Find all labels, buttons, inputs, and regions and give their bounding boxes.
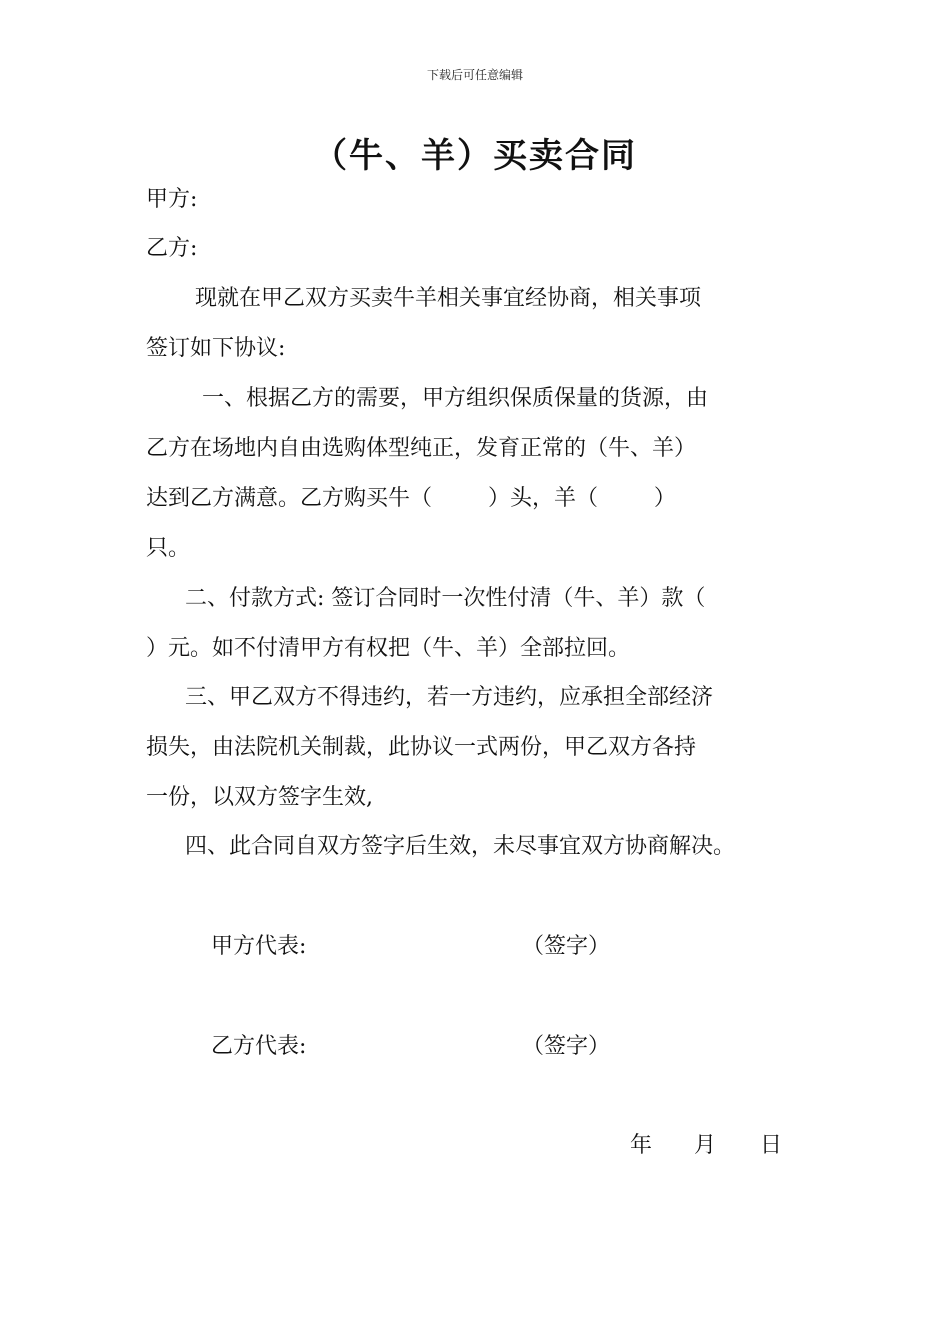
party-b-label: 乙方: [146, 236, 198, 261]
intro-line-1: 现就在甲乙双方买卖牛羊相关事宜经协商，相关事项 [195, 286, 702, 311]
clause-1-line-4: 只。 [146, 536, 191, 561]
clause-3-line-3: 一份，以双方签字生效, [146, 785, 373, 810]
date-day: 日 [760, 1133, 783, 1158]
clause-1-line-2: 乙方在场地内自由选购体型纯正，发育正常的（牛、羊） [146, 436, 697, 461]
rep-a-signature: （签字） [522, 934, 611, 959]
clause-1-line-1: 一、根据乙方的需要，甲方组织保质保量的货源，由 [202, 386, 709, 411]
date-year: 年 [630, 1133, 653, 1158]
header-note: 下载后可任意编辑 [426, 68, 523, 82]
rep-b-signature: （签字） [522, 1034, 611, 1059]
clause-2-line-1: 二、付款方式: 签订合同时一次性付清（牛、羊）款（ [185, 586, 706, 611]
intro-line-2: 签订如下协议: [146, 336, 286, 361]
rep-b-label: 乙方代表: [211, 1034, 307, 1059]
clause-1-line-3: 达到乙方满意。乙方购买牛（ ）头，羊（ ） [146, 486, 676, 511]
rep-a-label: 甲方代表: [211, 934, 307, 959]
clause-3-line-2: 损失，由法院机关制裁，此协议一式两份，甲乙双方各持 [146, 735, 697, 760]
clause-2-line-2: ）元。如不付清甲方有权把（牛、羊）全部拉回。 [146, 636, 631, 661]
date-month: 月 [694, 1133, 717, 1158]
party-a-label: 甲方: [146, 187, 198, 212]
clause-3-line-1: 三、甲乙双方不得违约，若一方违约，应承担全部经济 [185, 685, 714, 710]
clause-4-line-1: 四、此合同自双方签字后生效，未尽事宜双方协商解决。 [185, 834, 736, 859]
contract-title: （牛、羊）买卖合同 [313, 136, 637, 176]
